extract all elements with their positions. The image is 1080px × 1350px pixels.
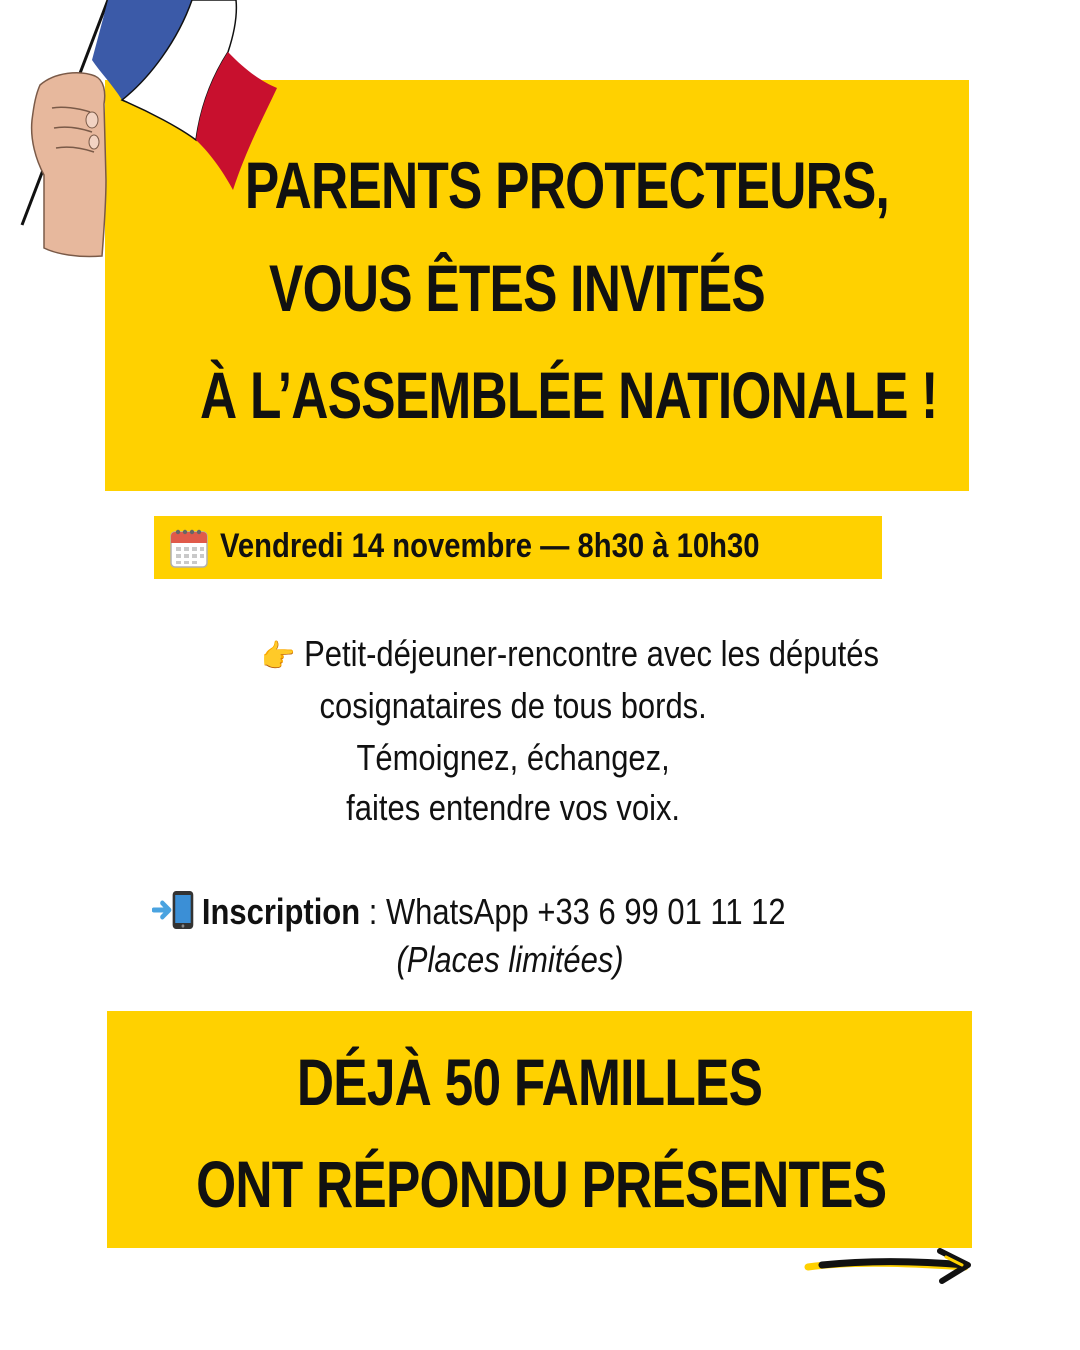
title-line-1: PARENTS PROTECTEURS,	[244, 148, 890, 222]
description-line-4-text: faites entendre vos voix.	[346, 787, 680, 828]
right-arrow-icon	[800, 1245, 975, 1290]
registration-contact[interactable]: WhatsApp +33 6 99 01 11 12	[385, 891, 786, 932]
attendance-line-1: DÉJÀ 50 FAMILLES	[296, 1045, 763, 1119]
registration-line	[152, 890, 786, 930]
title-line-2: VOUS ÊTES INVITÉS	[269, 251, 765, 325]
description-line-1-text: Petit-déjeuner-rencontre avec les députés	[304, 633, 879, 674]
title-line-3: À L’ASSEMBLÉE NATIONALE !	[200, 358, 938, 432]
calendar-icon	[170, 528, 208, 568]
event-date-text: Vendredi 14 novembre — 8h30 à 10h30	[220, 527, 760, 565]
limited-places-text: (Places limitées)	[396, 939, 624, 980]
description-line-2-text: cosignataires de tous bords.	[319, 685, 707, 726]
pointing-hand-icon: 👉	[261, 638, 296, 675]
hand-icon	[32, 73, 106, 257]
attendance-line-2: ONT RÉPONDU PRÉSENTES	[196, 1147, 887, 1221]
description-line-3-text: Témoignez, échangez,	[356, 737, 670, 778]
description-line-2	[0, 685, 1053, 726]
mobile-phone-arrow-icon	[152, 890, 197, 930]
attendance-banner	[107, 1011, 972, 1248]
description-line-4	[0, 787, 1053, 828]
description-line-3	[0, 737, 1053, 778]
registration-label: Inscription	[201, 891, 361, 932]
description-line-1	[30, 633, 1080, 675]
limited-places-note	[0, 939, 1020, 980]
french-flag-hand-illustration	[0, 0, 300, 270]
event-date-banner	[154, 516, 882, 579]
registration-separator: :	[360, 891, 386, 932]
